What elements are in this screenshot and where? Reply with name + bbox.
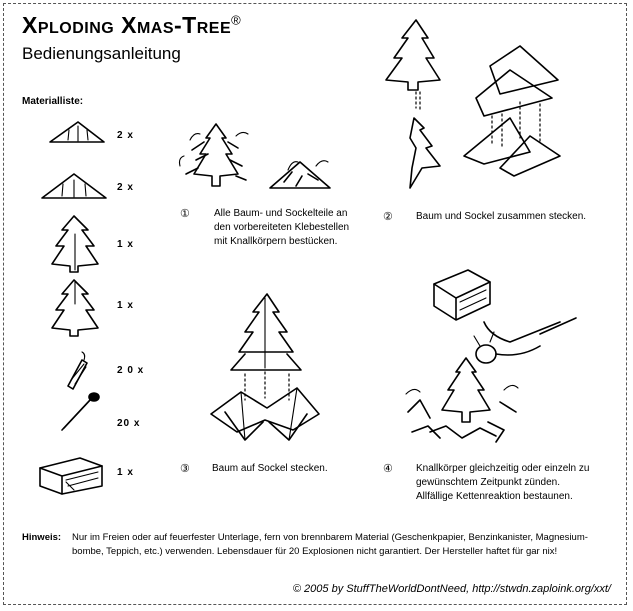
step1-base-with-crackers-icon	[266, 150, 336, 194]
qty-tree-outline: 1 x	[117, 300, 134, 311]
step3-text: Baum auf Sockel stecken.	[212, 463, 328, 474]
step1-text: Alle Baum- und Sockelteile an den vorbereiteten Klebestellen mit Knallkörpern bestücken.	[214, 208, 350, 247]
qty-tree: 1 x	[117, 239, 134, 250]
step1-number: ①	[180, 208, 190, 220]
firecracker-icon	[62, 350, 92, 390]
step2-number: ②	[383, 211, 393, 223]
page-subtitle: Bedienungsanleitung	[22, 44, 181, 63]
match-icon	[58, 390, 104, 434]
qty-firecracker: 2 0 x	[117, 365, 145, 376]
qty-match: 20 x	[117, 418, 141, 429]
step4-number: ④	[383, 463, 393, 475]
qty-matchbox: 1 x	[117, 467, 134, 478]
step3-tree-on-base-icon	[205, 290, 325, 450]
tree-cutout-outline-icon	[48, 278, 104, 340]
page-title: Xploding Xmas-Tree®	[22, 12, 242, 38]
qty-small-base: 2 x	[117, 130, 134, 141]
step2-text: Baum und Sockel zusammen stecken.	[416, 211, 587, 222]
qty-large-base: 2 x	[117, 182, 134, 193]
safety-note-label: Hinweis:	[22, 532, 62, 543]
matchbox-icon	[36, 452, 106, 496]
small-base-triangle-icon	[48, 118, 108, 148]
large-base-triangle-icon	[40, 170, 110, 204]
step2-assembly-icon	[380, 18, 580, 203]
tree-cutout-icon	[48, 214, 104, 276]
step4-text: Knallkörper gleichzeitig oder einzeln zu gewünschtem Zeitpunkt zünden. Allfällige Kettenreaktion bestaunen.	[416, 463, 590, 502]
copyright-credit: © 2005 by StuffTheWorldDontNeed, http://stwdn.zaploink.org/xxt/	[292, 583, 611, 595]
materials-heading: Materialliste:	[22, 96, 84, 107]
step1-tree-with-crackers-icon	[172, 120, 262, 195]
step3-number: ③	[180, 463, 190, 475]
step4-ignition-icon	[400, 262, 600, 452]
safety-note-text: Nur im Freien oder auf feuerfester Unterlage, fern von brennbarem Material (Geschenkpapier, Benzinkanister, Magnesium-bombe, Teppich, etc.) verwenden. Lebensdauer für 20 Explosionen nicht garantiert. Der Hersteller haftet für gar nix!	[72, 532, 588, 557]
